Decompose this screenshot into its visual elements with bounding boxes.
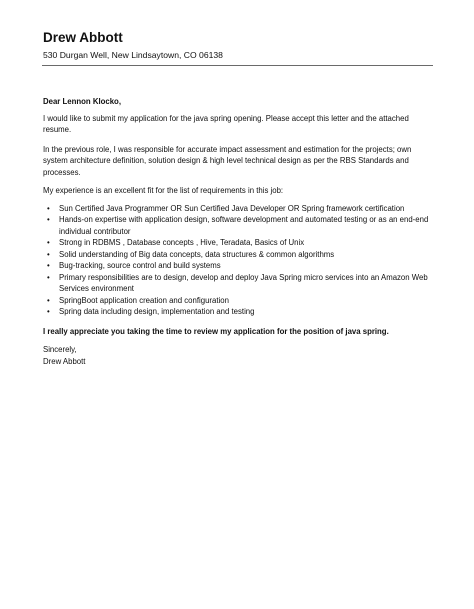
letter-body bbox=[43, 96, 435, 367]
list-item bbox=[43, 203, 435, 215]
list-item bbox=[43, 295, 435, 307]
requirements-intro: My experience is an excellent fit for the list of requirements in this job: bbox=[43, 186, 284, 195]
intro-paragraph: I would like to submit my application for the java spring opening. Please accept this letter and the attached resume. bbox=[43, 113, 409, 134]
list-item bbox=[43, 272, 435, 295]
requirements-list bbox=[43, 203, 435, 318]
list-item bbox=[43, 260, 435, 272]
list-item-text: Strong in RDBMS , Database concepts , Hive, Teradata, Basics of Unix bbox=[59, 238, 305, 247]
header-divider bbox=[42, 65, 433, 66]
closing-statement: I really appreciate you taking the time to review my application for the position of java spring. bbox=[43, 326, 389, 336]
list-item-text: Solid understanding of Big data concepts, data structures & common algorithms bbox=[59, 249, 335, 259]
sender-name: Drew Abbott bbox=[43, 30, 123, 45]
signature-name: Drew Abbott bbox=[43, 356, 86, 366]
list-item bbox=[43, 214, 435, 237]
list-item-text: SpringBoot application creation and configuration bbox=[59, 295, 229, 305]
list-item bbox=[43, 237, 435, 249]
bullet-icon: • bbox=[47, 215, 50, 224]
bullet-icon: • bbox=[47, 272, 50, 282]
sender-address: 530 Durgan Well, New Lindsaytown, CO 06138 bbox=[43, 50, 223, 60]
bullet-icon: • bbox=[47, 249, 50, 259]
salutation: Dear Lennon Klocko, bbox=[43, 97, 121, 106]
list-item-text: Bug-tracking, source control and build systems bbox=[59, 261, 221, 270]
signoff: Sincerely, bbox=[43, 345, 77, 354]
list-item-text: Spring data including design, implementation and testing bbox=[59, 307, 255, 316]
bullet-icon: • bbox=[47, 295, 50, 305]
bullet-icon: • bbox=[47, 238, 50, 247]
bullet-icon: • bbox=[47, 203, 50, 213]
list-item-text: Hands-on expertise with application design, software development and automated testing or as an end-end individual contributor bbox=[59, 215, 429, 236]
bullet-icon: • bbox=[47, 261, 50, 270]
letter-header bbox=[43, 30, 435, 61]
list-item-text: Sun Certified Java Programmer OR Sun Certified Java Developer OR Spring framework certification bbox=[59, 203, 405, 213]
bullet-icon: • bbox=[47, 307, 50, 316]
experience-paragraph: In the previous role, I was responsible for accurate impact assessment and estimation for the projects; own system architecture definition, solution design & high level technical design as per the RBS Standards and processes. bbox=[43, 144, 412, 177]
list-item-text: Primary responsibilities are to design, develop and deploy Java Spring micro services into an Amazon Web Services environment bbox=[59, 272, 428, 293]
list-item bbox=[43, 249, 435, 261]
list-item bbox=[43, 306, 435, 318]
